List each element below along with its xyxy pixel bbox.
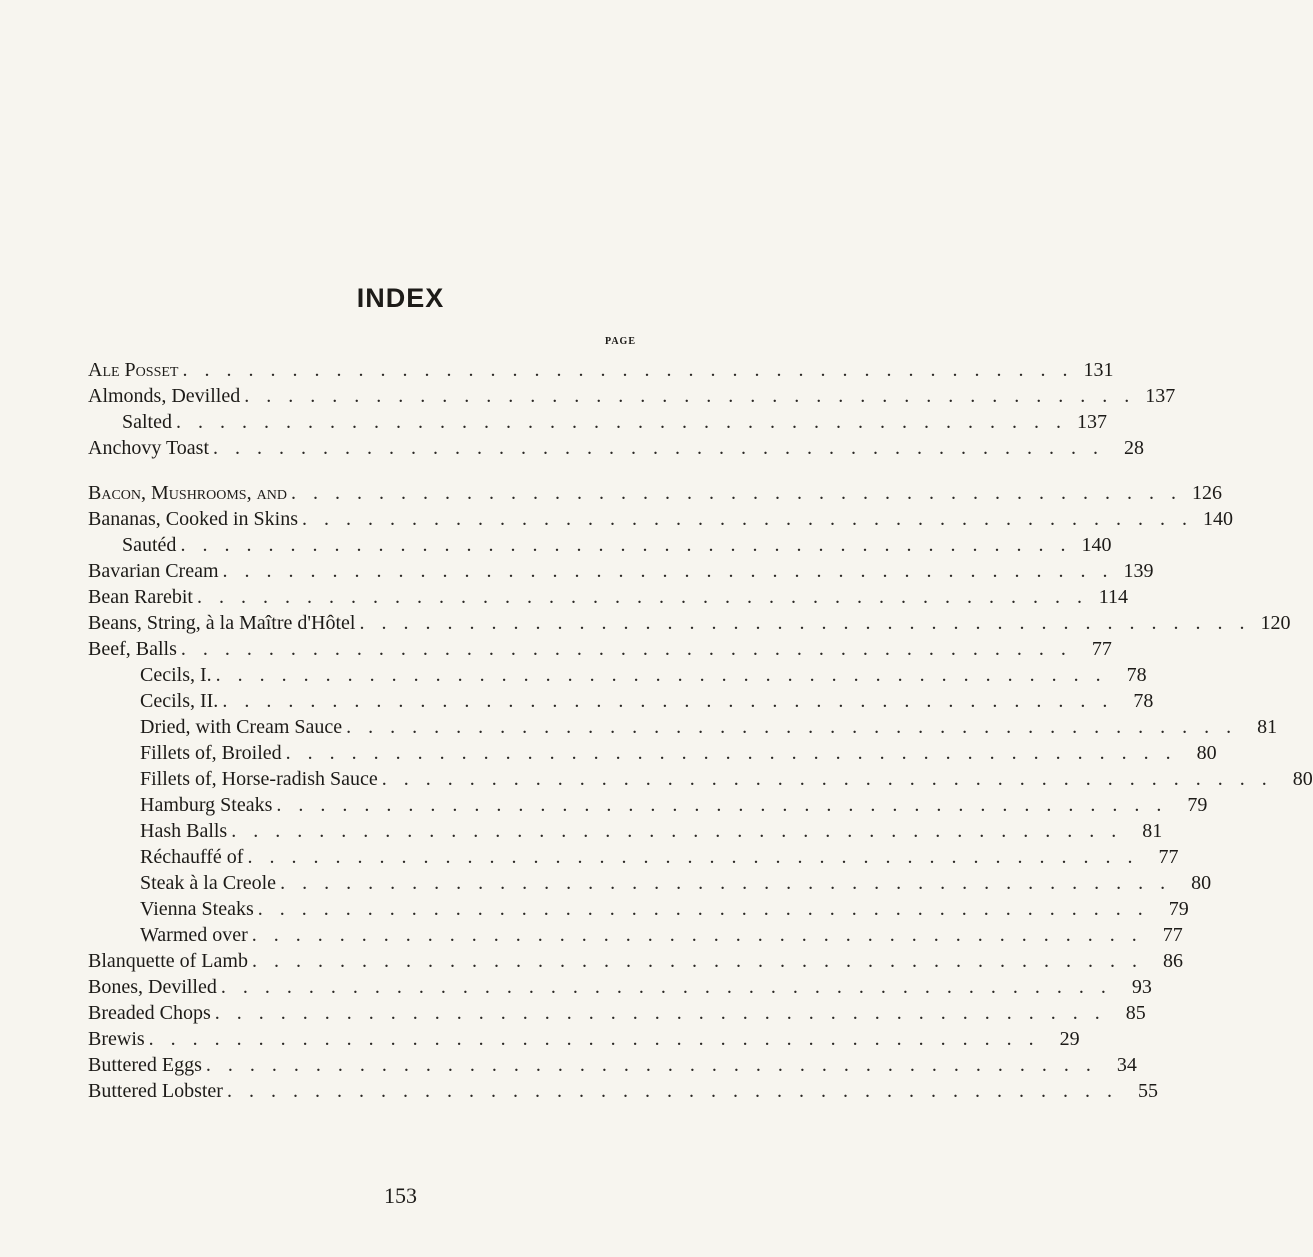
- leader-dots: . . . . . . . . . . . . . . . . . . . . . . . . . . . . . . . . . . . . . . . . .: [346, 716, 1238, 738]
- index-entry-label: Salted: [122, 411, 172, 433]
- index-entry-label: Cecils, I.: [140, 664, 212, 686]
- index-entry-page: 77: [1162, 924, 1183, 946]
- index-entry: [88, 558, 1154, 584]
- index-entry: [88, 383, 1176, 409]
- leader-dots: . . . . . . . . . . . . . . . . . . . . . . . . . . . . . . . . . . . . . . . . .: [182, 359, 1074, 381]
- index-entry-label: Bacon, Mushrooms, and: [88, 482, 287, 504]
- index-entry-page: 126: [1191, 482, 1222, 504]
- index-entry: [88, 844, 1179, 870]
- index-entry-page: 55: [1137, 1080, 1158, 1102]
- index-entry: [88, 610, 1291, 636]
- index-entry-page: 114: [1098, 586, 1128, 608]
- index-entry-page: 80: [1191, 872, 1212, 894]
- index-entry-label: Bones, Devilled: [88, 976, 217, 998]
- index-entry-page: 140: [1203, 508, 1233, 530]
- index-entry-page: 77: [1158, 846, 1179, 868]
- index-entry-label: Sautéd: [122, 534, 177, 556]
- index-entry: [88, 636, 1112, 662]
- index-entry: [88, 357, 1114, 383]
- index-entry-page: 29: [1059, 1028, 1080, 1050]
- leader-dots: . . . . . . . . . . . . . . . . . . . . . . . . . . . . . . . . . . . . . . . . .: [222, 560, 1114, 582]
- index-entry: [88, 688, 1154, 714]
- index-entry-label: Réchauffé of: [140, 846, 244, 868]
- leader-dots: . . . . . . . . . . . . . . . . . . . . . . . . . . . . . . . . . . . . . . . . .: [302, 508, 1193, 530]
- index-entry-page: 120: [1260, 612, 1291, 634]
- index-entry-label: Hamburg Steaks: [140, 794, 273, 816]
- index-entry-label: Bean Rarebit: [88, 586, 193, 608]
- leader-dots: . . . . . . . . . . . . . . . . . . . . . . . . . . . . . . . . . . . . . . . . .: [244, 385, 1136, 407]
- leader-dots: . . . . . . . . . . . . . . . . . . . . . . . . . . . . . . . . . . . . . . . . .: [251, 924, 1143, 946]
- index-entry: [88, 974, 1152, 1000]
- leader-dots: . . . . . . . . . . . . . . . . . . . . . . . . . . . . . . . . . . . . . . . . .: [247, 846, 1139, 868]
- leader-dots: . . . . . . . . . . . . . . . . . . . . . . . . . . . . . . . . . . . . . . . . .: [180, 638, 1072, 660]
- index-entry: [88, 1026, 1080, 1052]
- index-entry-page: 140: [1081, 534, 1112, 556]
- index-entry: [88, 792, 1208, 818]
- index-entry-page: 79: [1168, 898, 1189, 920]
- index-entry-label: Brewis: [88, 1028, 145, 1050]
- index-entry-label: Blanquette of Lamb: [88, 950, 248, 972]
- index-entry-page: 78: [1126, 664, 1147, 686]
- leader-dots: . . . . . . . . . . . . . . . . . . . . . . . . . . . . . . . . . . . . . . . . .: [381, 768, 1273, 790]
- index-entry-page: 81: [1257, 716, 1278, 738]
- leader-dots: . . . . . . . . . . . . . . . . . . . . . . . . . . . . . . . . . . . . . . . . .: [290, 482, 1182, 504]
- index-entry-label: Beans, String, à la Maître d'Hôtel: [88, 612, 356, 634]
- leader-dots: . . . . . . . . . . . . . . . . . . . . . . . . . . . . . . . . . . . . . . . . .: [280, 872, 1172, 894]
- index-entry-label: Buttered Eggs: [88, 1054, 202, 1076]
- index-entry-label: Cecils, II.: [140, 690, 219, 712]
- leader-dots: . . . . . . . . . . . . . . . . . . . . . . . . . . . . . . . . . . . . . . . . .: [220, 976, 1112, 998]
- leader-dots: . . . . . . . . . . . . . . . . . . . . . . . . . . . . . . . . . . . . . . . . .: [257, 898, 1149, 920]
- index-entry: [88, 922, 1183, 948]
- index-entry-page: 34: [1116, 1054, 1137, 1076]
- leader-dots: . . . . . . . . . . . . . . . . . . . . . . . . . . . . . . . . . . . . . . . . .: [251, 950, 1143, 972]
- index-entry: [88, 662, 1147, 688]
- index-entry-page: 28: [1124, 437, 1144, 459]
- index-entry-label: Hash Balls: [140, 820, 228, 842]
- index-entry: [88, 766, 1313, 792]
- index-entry-label: Buttered Lobster: [88, 1080, 223, 1102]
- leader-dots: . . . . . . . . . . . . . . . . . . . . . . . . . . . . . . . . . . . . . . . . .: [176, 411, 1067, 433]
- index-entry-page: 139: [1123, 560, 1154, 582]
- index-entry: [88, 435, 1144, 461]
- index-entry: [88, 1052, 1137, 1078]
- index-entry-page: 86: [1162, 950, 1183, 972]
- leader-dots: . . . . . . . . . . . . . . . . . . . . . . . . . . . . . . . . . . . . . . . . .: [196, 586, 1088, 608]
- index-entry: [88, 870, 1212, 896]
- leader-dots: . . . . . . . . . . . . . . . . . . . . . . . . . . . . . . . . . . . . . . . . .: [222, 690, 1114, 712]
- index-entry: [88, 818, 1163, 844]
- leader-dots: . . . . . . . . . . . . . . . . . . . . . . . . . . . . . . . . . . . . . . . . .: [214, 1002, 1106, 1024]
- leader-dots: . . . . . . . . . . . . . . . . . . . . . . . . . . . . . . . . . . . . . . . . .: [359, 612, 1251, 634]
- index-entry-label: Bavarian Cream: [88, 560, 219, 582]
- leader-dots: . . . . . . . . . . . . . . . . . . . . . . . . . . . . . . . . . . . . . . . . .: [215, 664, 1107, 686]
- index-entry-page: 77: [1091, 638, 1112, 660]
- index-entry: [88, 714, 1278, 740]
- index-entry: [88, 584, 1128, 610]
- index-entry-label: Bananas, Cooked in Skins: [88, 508, 298, 530]
- index-entry-page: 93: [1131, 976, 1152, 998]
- index-entries: [88, 357, 1313, 1104]
- index-entry: [88, 409, 1107, 435]
- index-entry: [88, 506, 1233, 532]
- index-entry-page: 80: [1292, 768, 1313, 790]
- leader-dots: . . . . . . . . . . . . . . . . . . . . . . . . . . . . . . . . . . . . . . . . .: [213, 437, 1104, 459]
- leader-dots: . . . . . . . . . . . . . . . . . . . . . . . . . . . . . . . . . . . . . . . . .: [276, 794, 1168, 816]
- index-entry: [88, 480, 1222, 506]
- index-entry-label: Anchovy Toast: [88, 437, 209, 459]
- index-entry-page: 85: [1125, 1002, 1146, 1024]
- index-entry: [88, 896, 1189, 922]
- index-entry-page: 79: [1187, 794, 1208, 816]
- index-entry: [88, 1078, 1158, 1104]
- index-entry-page: 131: [1083, 359, 1114, 381]
- index-entry-label: Warmed over: [140, 924, 248, 946]
- index-entry: [88, 532, 1112, 558]
- index-entry-label: Ale Posset: [88, 359, 179, 381]
- index-entry-page: 137: [1077, 411, 1107, 433]
- index-entry-label: Fillets of, Horse-radish Sauce: [140, 768, 378, 790]
- page-column-header: PAGE: [604, 336, 636, 347]
- index-entry-page: 78: [1133, 690, 1154, 712]
- index-entry-label: Vienna Steaks: [140, 898, 254, 920]
- page-title: INDEX: [356, 283, 445, 313]
- index-entry-label: Breaded Chops: [88, 1002, 211, 1024]
- index-entry: [88, 1000, 1146, 1026]
- index-entry-label: Almonds, Devilled: [88, 385, 241, 407]
- index-entry-label: Steak à la Creole: [140, 872, 277, 894]
- index-entry-page: 137: [1145, 385, 1176, 407]
- leader-dots: . . . . . . . . . . . . . . . . . . . . . . . . . . . . . . . . . . . . . . . . .: [180, 534, 1072, 556]
- index-entry-label: Beef, Balls: [88, 638, 177, 660]
- index-entry-label: Dried, with Cream Sauce: [140, 716, 343, 738]
- leader-dots: . . . . . . . . . . . . . . . . . . . . . . . . . . . . . . . . . . . . . . . . .: [285, 742, 1177, 764]
- index-entry-page: 81: [1142, 820, 1163, 842]
- leader-dots: . . . . . . . . . . . . . . . . . . . . . . . . . . . . . . . . . . . . . . . . .: [226, 1080, 1118, 1102]
- index-entry-label: Fillets of, Broiled: [140, 742, 282, 764]
- leader-dots: . . . . . . . . . . . . . . . . . . . . . . . . . . . . . . . . . . . . . . . . .: [148, 1028, 1040, 1050]
- index-entry: [88, 948, 1183, 974]
- index-entry-page: 80: [1196, 742, 1217, 764]
- leader-dots: . . . . . . . . . . . . . . . . . . . . . . . . . . . . . . . . . . . . . . . . .: [231, 820, 1123, 842]
- page-number: 153: [384, 1183, 417, 1208]
- leader-dots: . . . . . . . . . . . . . . . . . . . . . . . . . . . . . . . . . . . . . . . . .: [205, 1054, 1097, 1076]
- index-entry: [88, 740, 1217, 766]
